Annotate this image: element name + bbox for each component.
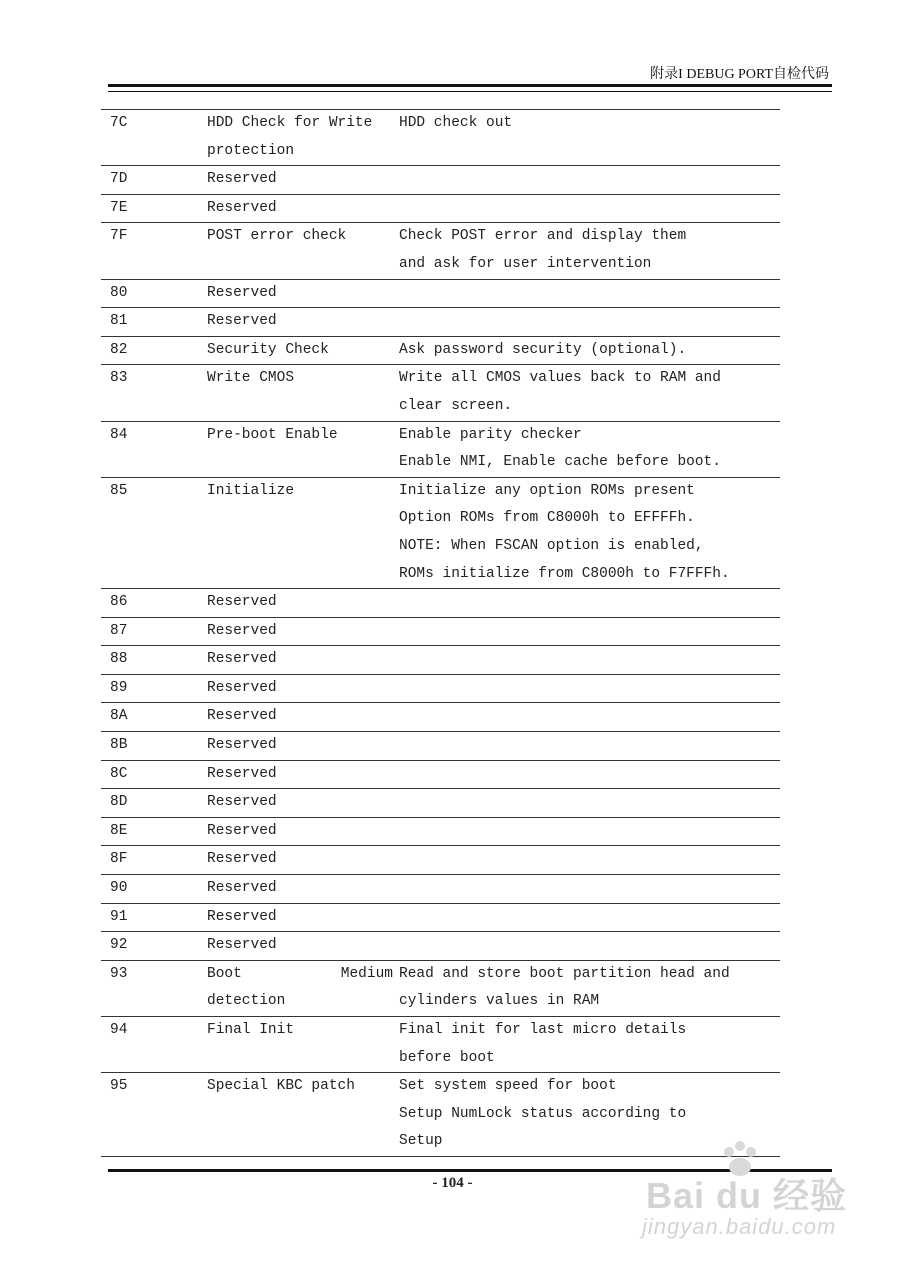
post-code-cell: 7E	[110, 199, 128, 216]
post-name-cell: Reserved	[207, 199, 277, 216]
post-code-cell: 8B	[110, 737, 128, 754]
post-code-cell: 8F	[110, 851, 128, 868]
post-name-cell: Reserved	[207, 737, 277, 754]
watermark-brand: Bai du 经验	[646, 1175, 848, 1216]
post-code-cell: 87	[110, 622, 128, 639]
post-name-cell: Reserved	[207, 171, 277, 188]
post-description-cell	[399, 166, 780, 195]
post-name-cell: Pre-boot Enable	[207, 426, 338, 443]
post-description-cell: Read and store boot partition head and cylinders values in RAM	[399, 965, 730, 1010]
post-description-cell	[399, 279, 780, 308]
post-code-cell: 84	[110, 426, 128, 443]
post-code-cell: 86	[110, 594, 128, 611]
table-row	[101, 674, 780, 703]
post-name-cell: Reserved	[207, 937, 277, 954]
post-name-cell: Write CMOS	[207, 370, 295, 387]
debug-code-rows	[101, 110, 780, 1157]
table-row	[101, 703, 780, 732]
page-number: - 104 -	[432, 1175, 473, 1191]
post-description-cell	[399, 760, 780, 789]
header-rule-thin	[108, 91, 832, 92]
table-row	[101, 421, 780, 477]
post-code-cell: 93	[110, 965, 128, 982]
table-row	[101, 789, 780, 818]
post-code-cell: 89	[110, 679, 128, 696]
table-row	[101, 932, 780, 961]
post-code-cell: 80	[110, 284, 128, 301]
post-description-cell	[399, 875, 780, 904]
post-code-cell: 7C	[110, 115, 128, 131]
post-description-cell	[399, 589, 780, 618]
post-description-cell: Final init for last micro details before boot	[399, 1022, 687, 1066]
post-name-cell: HDD Check for Write protection	[207, 115, 373, 159]
table-row	[101, 817, 780, 846]
post-description-cell: Write all CMOS values back to RAM and clear screen.	[399, 370, 721, 414]
post-name-word: Medium	[340, 965, 393, 982]
table-row	[101, 875, 780, 904]
post-code-cell: 8C	[110, 765, 128, 782]
table-row	[101, 760, 780, 789]
post-description-cell	[399, 308, 780, 337]
post-name-line: detection	[207, 993, 286, 1010]
table-row	[101, 617, 780, 646]
post-name-word: Boot	[207, 965, 242, 982]
post-code-cell: 8A	[110, 708, 128, 725]
table-row	[101, 960, 780, 1016]
post-name-cell: Reserved	[207, 794, 277, 811]
post-name-cell: Reserved	[207, 284, 277, 301]
post-description-cell: Ask password security (optional).	[399, 341, 687, 358]
post-name-cell: Reserved	[207, 765, 277, 782]
post-description-cell	[399, 932, 780, 961]
post-name-cell: Reserved	[207, 708, 277, 725]
post-code-cell: 85	[110, 482, 128, 499]
post-name-cell: Special KBC patch	[207, 1078, 355, 1095]
post-description-cell: Initialize any option ROMs present Option ROMs from C8000h to EFFFFh. NOTE: When FSCAN option is enabled, ROMs initialize from C8000h to F7FFFh.	[399, 482, 730, 582]
post-name-cell: Reserved	[207, 622, 277, 639]
post-description-cell: Set system speed for boot Setup NumLock status according to Setup	[399, 1078, 687, 1150]
post-name-cell	[207, 960, 399, 1016]
post-description-cell	[399, 817, 780, 846]
table-row	[101, 194, 780, 223]
debug-code-table	[101, 109, 780, 1157]
post-code-cell: 92	[110, 937, 128, 954]
header-rule-thick	[108, 84, 832, 87]
post-description-cell	[399, 194, 780, 223]
post-name-cell: Reserved	[207, 880, 277, 897]
table-row	[101, 846, 780, 875]
post-code-cell: 8D	[110, 794, 128, 811]
post-name-cell: POST error check	[207, 228, 347, 245]
post-description-cell	[399, 846, 780, 875]
post-description-cell	[399, 674, 780, 703]
table-row	[101, 477, 780, 588]
table-row	[101, 336, 780, 365]
header-title: 附录I DEBUG PORT自检代码	[650, 67, 829, 82]
post-code-cell: 90	[110, 880, 128, 897]
post-name-cell: Reserved	[207, 594, 277, 611]
table-row	[101, 646, 780, 675]
table-row	[101, 589, 780, 618]
post-description-cell	[399, 617, 780, 646]
table-row	[101, 903, 780, 932]
post-name-cell: Final Init	[207, 1022, 295, 1038]
post-code-cell: 82	[110, 341, 128, 358]
post-description-cell: Enable parity checker Enable NMI, Enable cache before boot.	[399, 426, 721, 471]
post-name-cell: Reserved	[207, 651, 277, 668]
post-name-cell: Reserved	[207, 313, 277, 330]
post-code-cell: 7F	[110, 228, 128, 245]
post-description-cell	[399, 903, 780, 932]
post-name-cell: Security Check	[207, 341, 329, 358]
post-name-cell: Reserved	[207, 822, 277, 839]
table-row	[101, 166, 780, 195]
post-code-cell: 95	[110, 1078, 128, 1095]
table-row	[101, 279, 780, 308]
table-row	[101, 110, 780, 166]
post-name-cell: Reserved	[207, 851, 277, 868]
post-description-cell	[399, 789, 780, 818]
table-row	[101, 308, 780, 337]
post-description-cell	[399, 703, 780, 732]
post-code-cell: 8E	[110, 822, 128, 839]
watermark-url: jingyan.baidu.com	[642, 1214, 837, 1239]
post-description-cell	[399, 732, 780, 761]
table-row	[101, 365, 780, 421]
table-row	[101, 732, 780, 761]
post-name-cell: Reserved	[207, 679, 277, 696]
post-code-cell: 91	[110, 908, 128, 925]
post-name-line	[207, 961, 399, 989]
post-name-cell: Initialize	[207, 482, 295, 499]
post-description-cell: HDD check out	[399, 115, 513, 131]
baidu-watermark	[640, 1140, 855, 1250]
post-description-cell: Check POST error and display them and ask for user intervention	[399, 228, 687, 272]
post-code-cell: 88	[110, 651, 128, 668]
table-row	[101, 1017, 780, 1073]
table-row	[101, 223, 780, 279]
post-name-cell: Reserved	[207, 908, 277, 925]
post-code-cell: 83	[110, 370, 128, 387]
post-code-cell: 7D	[110, 171, 128, 188]
post-code-cell: 94	[110, 1022, 128, 1038]
post-code-cell: 81	[110, 313, 128, 330]
post-description-cell	[399, 646, 780, 675]
